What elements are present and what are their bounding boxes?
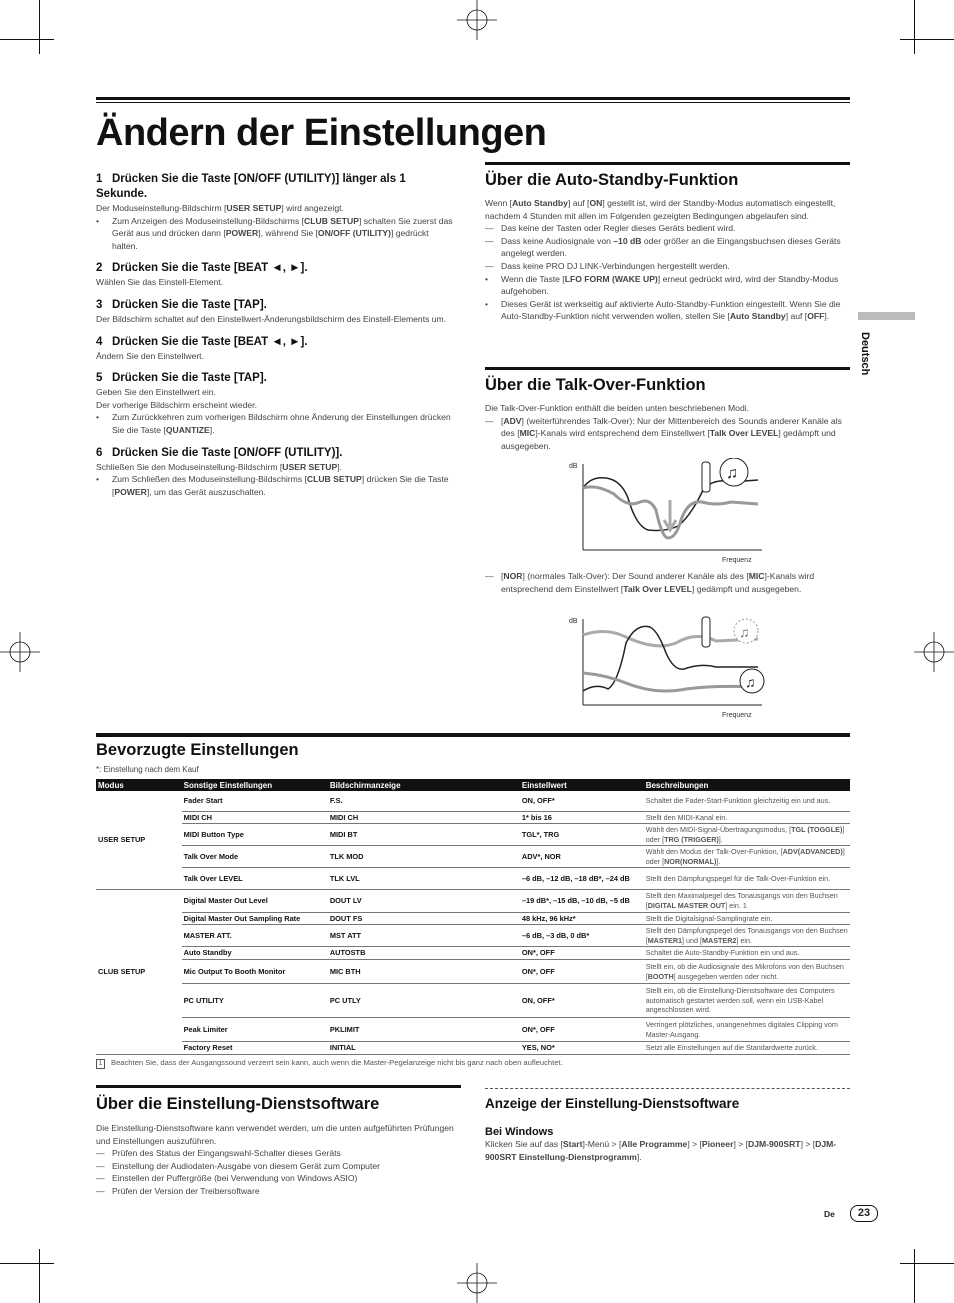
talk-over-nor-graph — [566, 613, 766, 723]
table-cell: MIDI CH — [328, 811, 520, 824]
crop-mark — [914, 0, 915, 54]
table-cell: MST ATT — [328, 925, 520, 947]
registration-mark — [455, 1259, 499, 1303]
table-cell: ON*, OFF — [520, 960, 644, 984]
step-title-text: Drücken Sie die Taste [TAP]. — [112, 298, 267, 311]
table-cell: Schaltet die Fader-Start-Funktion gleichzeitig ein und aus. — [644, 791, 850, 811]
table-cell: Stellt ein, ob die Audiosignale des Mikrofons von den Buchsen [BOOTH] ausgegeben werden oder nicht. — [644, 960, 850, 984]
table-cell: Schaltet die Auto-Standby-Funktion ein und aus. — [644, 947, 850, 960]
table-cell: Auto Standby — [182, 947, 328, 960]
table-cell: Setzt alle Einstellungen auf die Standardwerte zurück. — [644, 1042, 850, 1055]
table-cell: DOUT FS — [328, 912, 520, 925]
step-text: Geben Sie den Einstellwert ein. — [96, 387, 216, 398]
table-cell: TLK MOD — [328, 846, 520, 868]
crop-mark — [900, 39, 954, 40]
table-cell: Stellt den Dämpfungspegel für die Talk-Over-Funktion ein. — [644, 868, 850, 890]
table-cell: MIC BTH — [328, 960, 520, 984]
talk-over-nor-text — [485, 570, 850, 595]
preferences-heading: Bevorzugte Einstellungen — [96, 741, 299, 759]
table-cell: DOUT LV — [328, 890, 520, 912]
section-rule — [96, 736, 850, 737]
software-heading: Über die Einstellung-Dienstsoftware — [96, 1095, 380, 1113]
step-bullet: • Zum Anzeigen des Moduseinstellung-Bildschirms [CLUB SETUP] schalten Sie zuerst das Gerät aus und drücken dann [POWER], während Sie [ON/OFF (UTILITY)] gedrückt halten. — [96, 215, 453, 251]
table-cell: PC UTILITY — [182, 984, 328, 1018]
adv-text: [ADV] (weiterführendes Talk-Over): Nur der Mittenbereich des Sounds anderer Kanäle als des [MIC]-Kanals wird entsprechend dem Einstellwert [Talk Over LEVEL] gedämpft und ausgegeben. — [501, 415, 842, 451]
display-software-section — [485, 1096, 850, 1163]
software-item: — Prüfen der Version der Treibersoftware — [96, 1185, 260, 1196]
step — [96, 446, 456, 499]
step-title — [96, 298, 456, 313]
nor-text: [NOR] (normales Talk-Over): Der Sound anderer Kanäle als des [MIC]-Kanals wird entsprechend dem Einstellwert [Talk Over LEVEL] gedämpft und ausgegeben. — [501, 571, 815, 594]
windows-subheading: Bei Windows — [485, 1126, 554, 1138]
table-cell: Stellt den Maximalpegel des Tonausgangs von den Buchsen [DIGITAL MASTER OUT] ein. 1 — [644, 890, 850, 912]
step-title-text: Drücken Sie die Taste [BEAT ◄, ►]. — [112, 262, 308, 275]
table-mode-cell: CLUB SETUP — [96, 890, 182, 1054]
registration-mark — [910, 630, 954, 674]
software-item: — Einstellen der Puffergröße (bei Verwendung von Windows ASIO) — [96, 1173, 358, 1184]
talk-over-intro: Die Talk-Over-Funktion enthält die beiden unten beschriebenen Modi. — [485, 403, 750, 413]
table-row — [96, 1042, 850, 1055]
step-text: Schließen Sie den Moduseinstellung-Bildschirm [USER SETUP]. — [96, 461, 342, 472]
table-cell: Wählt den Modus der Talk-Over-Funktion, [ADV(ADVANCED)] oder [NOR(NORMAL)]. — [644, 846, 850, 868]
note-text: Beachten Sie, dass der Ausgangssound verzerrt sein kann, auch wenn die Master-Pegelanzeige nicht bis ganz nach oben aufleuchtet. — [111, 1058, 563, 1067]
table-cell: ADV*, NOR — [520, 846, 644, 868]
step-number: 6 — [96, 446, 103, 459]
crop-mark — [0, 1263, 54, 1264]
svg-text:♫: ♫ — [739, 624, 750, 640]
software-section — [96, 1095, 461, 1198]
step-bullet: • Zum Zurückkehren zum vorherigen Bildschirm ohne Änderung der Einstellungen drücken Sie die Taste [QUANTIZE]. — [96, 412, 451, 435]
table-cell: ON*, OFF — [520, 1018, 644, 1042]
auto-standby-item: — Das keine der Tasten oder Regler dieses Geräts bedient wird. — [485, 223, 736, 234]
dash-mark: — — [485, 571, 494, 581]
table-row — [96, 890, 850, 912]
table-cell: Fader Start — [182, 791, 328, 811]
microphone-icon — [702, 462, 710, 492]
title-rule — [96, 97, 850, 100]
step-text: Der vorherige Bildschirm erscheint wieder. — [96, 399, 257, 410]
page-number: 23 — [850, 1205, 878, 1222]
table-cell: Stellt den MIDI-Kanal ein. — [644, 811, 850, 824]
auto-standby-item: • Dieses Gerät ist werkseitig auf aktivierte Auto-Standby-Funktion eingestellt. Wenn Sie die Auto-Standby-Funktion nicht verwenden wollen, stellen Sie [Auto Standby] auf [OFF]. — [485, 298, 841, 322]
step-number: 5 — [96, 372, 103, 385]
step-title-text: Drücken Sie die Taste [BEAT ◄, ►]. — [112, 335, 308, 348]
table-cell: PKLIMIT — [328, 1018, 520, 1042]
graph-xlabel: Frequenz — [722, 557, 752, 564]
step-title — [96, 446, 456, 461]
step-number: 2 — [96, 262, 103, 275]
table-cell: TLK LVL — [328, 868, 520, 890]
table-cell: 1* bis 16 — [520, 811, 644, 824]
windows-instructions: Klicken Sie auf das [Start]-Menü > [Alle Programme] > [Pioneer] > [DJM-900SRT] > [DJM-900SRT Einstellung-Dienstprogramm]. — [485, 1139, 837, 1162]
table-header: Beschreibungen — [644, 779, 850, 791]
table-row — [96, 925, 850, 947]
step-number: 1 — [96, 173, 103, 185]
software-item: — Einstellung der Audiodaten-Ausgabe von diesem Gerät zum Computer — [96, 1160, 380, 1171]
table-cell: –6 dB, –12 dB, –18 dB*, –24 dB — [520, 868, 644, 890]
table-cell: Wählt den MIDI-Signal-Übertragungsmodus, [TGL (TOGGLE)] oder [TRG (TRIGGER)]. — [644, 824, 850, 846]
section-rule — [485, 162, 850, 165]
microphone-icon — [702, 617, 710, 647]
step-title — [96, 172, 456, 202]
step — [96, 261, 456, 289]
table-cell: YES, NO* — [520, 1042, 644, 1055]
table-row — [96, 960, 850, 984]
section-rule — [96, 1085, 461, 1088]
step-text: Wählen Sie das Einstell-Element. — [96, 277, 224, 288]
table-cell: –6 dB, –3 dB, 0 dB* — [520, 925, 644, 947]
table-row — [96, 947, 850, 960]
table-cell: MIDI Button Type — [182, 824, 328, 846]
language-label: Deutsch — [859, 332, 871, 376]
table-cell: ON, OFF* — [520, 791, 644, 811]
step-title — [96, 261, 456, 276]
table-cell: PC UTLY — [328, 984, 520, 1018]
crop-mark — [900, 1263, 954, 1264]
table-cell: Talk Over LEVEL — [182, 868, 328, 890]
preferences-section — [96, 741, 850, 777]
auto-standby-intro: Wenn [Auto Standby] auf [ON] gestellt ist, wird der Standby-Modus automatisch eingestellt, nachdem 4 Stunden mit allen im Folgenden gezeigten Bedingungen abgelaufen sind. — [485, 198, 836, 221]
table-cell: TGL*, TRG — [520, 824, 644, 846]
note-number: 1 — [96, 1059, 105, 1069]
preferences-footnote: *: Einstellung nach dem Kauf — [96, 765, 199, 774]
page-title: Ändern der Einstellungen — [96, 112, 547, 154]
step-title-text: Drücken Sie die Taste [ON/OFF (UTILITY)]. — [112, 446, 343, 459]
table-header: Sonstige Einstellungen — [182, 779, 328, 791]
display-software-heading: Anzeige der Einstellung-Dienstsoftware — [485, 1096, 740, 1111]
language-tab-bar — [858, 312, 915, 320]
table-cell: INITIAL — [328, 1042, 520, 1055]
table-row — [96, 791, 850, 811]
step — [96, 298, 456, 326]
table-header: Einstellwert — [520, 779, 644, 791]
graph-ylabel: dB — [569, 463, 578, 470]
table-header: Bildschirmanzeige — [328, 779, 520, 791]
dash-mark: — — [485, 415, 494, 426]
table-cell: Talk Over Mode — [182, 846, 328, 868]
step-title — [96, 371, 456, 386]
table-cell: 48 kHz, 96 kHz* — [520, 912, 644, 925]
graph-xlabel: Frequenz — [722, 712, 752, 719]
table-row — [96, 824, 850, 846]
table-cell: Stellt den Dämpfungspegel des Tonausgangs von den Buchsen [MASTER1] und [MASTER2] ein. — [644, 925, 850, 947]
table-row — [96, 811, 850, 824]
step — [96, 371, 456, 436]
svg-text:♫: ♫ — [745, 674, 756, 690]
table-cell: Stellt ein, ob die Einstellung-Dienstsoftware des Computers automatisch gestartet werden soll, wenn ein USB-Kabel angeschlossen wird. — [644, 984, 850, 1018]
table-cell: Mic Output To Booth Monitor — [182, 960, 328, 984]
auto-standby-item: — Dass keine Audiosignale von –10 dB oder größer an die Eingangsbuchsen dieses Geräts angelegt werden. — [485, 235, 841, 259]
settings-table — [96, 779, 850, 1055]
table-cell: MASTER ATT. — [182, 925, 328, 947]
table-cell: Factory Reset — [182, 1042, 328, 1055]
table-cell: Digital Master Out Level — [182, 890, 328, 912]
table-row — [96, 868, 850, 890]
step-title-text: Drücken Sie die Taste [TAP]. — [112, 372, 267, 385]
auto-standby-item: • Wenn die Taste [LFO FORM (WAKE UP)] erneut gedrückt wird, wird der Standby-Modus aufgehoben. — [485, 273, 839, 297]
auto-standby-heading: Über die Auto-Standby-Funktion — [485, 171, 739, 189]
step — [96, 172, 456, 252]
section-rule — [485, 367, 850, 370]
step-bullet: • Zum Schließen des Moduseinstellung-Bildschirms [CLUB SETUP] drücken Sie die Taste [POWER], um das Gerät auszuschalten. — [96, 474, 449, 497]
step-number: 3 — [96, 298, 103, 311]
footer-lang: De — [824, 1209, 835, 1219]
table-cell: –19 dB*, –15 dB, –10 dB, –5 dB — [520, 890, 644, 912]
registration-mark — [0, 630, 44, 674]
step — [96, 335, 456, 363]
table-row — [96, 984, 850, 1018]
step-number: 4 — [96, 335, 103, 348]
auto-standby-section — [485, 171, 850, 323]
table-cell: MIDI CH — [182, 811, 328, 824]
talk-over-nor — [485, 570, 850, 595]
table-cell: Verringert plötzliches, unangenehmes digitales Clipping vom Master-Ausgang. — [644, 1018, 850, 1042]
graph-ylabel: dB — [569, 618, 578, 625]
title-rule — [96, 102, 850, 103]
table-row — [96, 846, 850, 868]
talk-over-section — [485, 376, 850, 452]
table-cell: Digital Master Out Sampling Rate — [182, 912, 328, 925]
table-cell: MIDI BT — [328, 824, 520, 846]
table-cell: ON*, OFF — [520, 947, 644, 960]
table-mode-cell: USER SETUP — [96, 791, 182, 890]
table-cell: Peak Limiter — [182, 1018, 328, 1042]
steps-column — [96, 172, 456, 507]
table-cell: ON, OFF* — [520, 984, 644, 1018]
dashed-rule — [485, 1088, 850, 1089]
table-cell: F.S. — [328, 791, 520, 811]
step-text: Der Bildschirm schaltet auf den Einstellwert-Änderungsbildschirm des Einstell-Elements um. — [96, 313, 447, 324]
crop-mark — [0, 39, 54, 40]
talk-over-adv-graph — [566, 458, 766, 566]
crop-mark — [39, 1249, 40, 1303]
step-text: Ändern Sie den Einstellwert. — [96, 350, 204, 361]
table-note — [96, 1058, 563, 1069]
step-title — [96, 335, 456, 350]
table-row — [96, 1018, 850, 1042]
software-item: — Prüfen des Status der Eingangswahl-Schalter dieses Geräts — [96, 1148, 341, 1159]
table-header: Modus — [96, 779, 182, 791]
talk-over-heading: Über die Talk-Over-Funktion — [485, 376, 706, 394]
table-cell: AUTOSTB — [328, 947, 520, 960]
auto-standby-item: — Dass keine PRO DJ LINK-Verbindungen hergestellt werden. — [485, 260, 730, 271]
software-intro: Die Einstellung-Dienstsoftware kann verwendet werden, um die unten aufgeführten Prüfungen und Einstellungen auszuführen. — [96, 1123, 454, 1146]
crop-mark — [914, 1249, 915, 1303]
registration-mark — [455, 0, 499, 44]
crop-mark — [39, 0, 40, 54]
talk-over-adv — [485, 415, 850, 453]
step-title-text: Drücken Sie die Taste [ON/OFF (UTILITY)] länger als 1 Sekunde. — [96, 173, 406, 200]
table-cell: Stellt die Digitalsignal-Samplingrate ein. — [644, 912, 850, 925]
table-row — [96, 912, 850, 925]
step-text: Der Moduseinstellung-Bildschirm [USER SETUP] wird angezeigt. — [96, 203, 344, 213]
language-tab — [856, 332, 876, 392]
svg-text:♫: ♫ — [726, 465, 738, 482]
